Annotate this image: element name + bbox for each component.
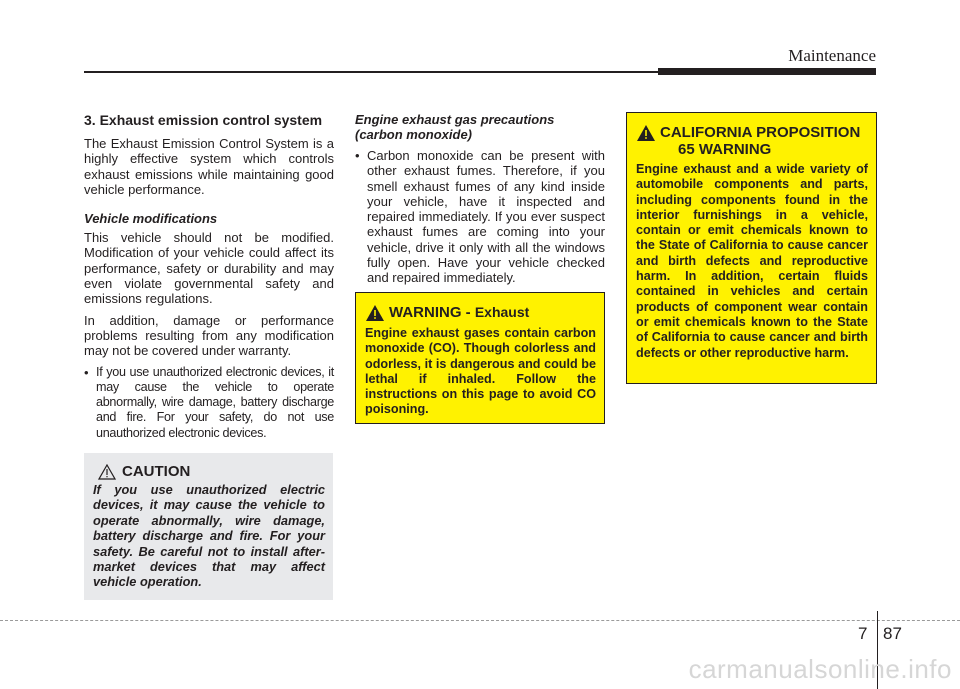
exhaust-precautions-heading: Engine exhaust gas precautions (carbon monoxide) (355, 112, 555, 142)
page-header-title: Maintenance (788, 46, 876, 65)
chapter-number: 7 (858, 624, 868, 643)
prop65-warning-header (636, 124, 868, 158)
column-2 (355, 112, 605, 286)
footer-rule (0, 620, 960, 621)
vehicle-modifications-heading: Vehicle modifications (84, 211, 218, 227)
caution-text: If you use unauthorized electric devices, it may cause the vehicle to operate abnormally, wire damage, battery discharge and fire. For your safety. Be careful not to install after-market devices that may affect vehicle operation. (93, 482, 325, 590)
carbon-monoxide-bullet: • Carbon monoxide can be present with other exhaust fumes. Therefore, if you smell exhaust fumes of any kind inside your vehicle, have it inspected and repaired immediately. If you ever suspect exhaust fumes are coming into your vehicle, drive it only with all the windows fully open. Have your vehicle checked and repaired immediately. (355, 148, 605, 286)
modification-paragraph: This vehicle should not be modified. Modification of your vehicle could affect its performance, safety or durability and may even violate governmental safety and emissions regulations. (84, 230, 334, 307)
prop65-warning-title: CALIFORNIA PROPOSITION 65 WARNING (660, 124, 861, 158)
electronic-devices-bullet: • If you use unauthorized electronic devices, it may cause the vehicle to operate abnormally, wire damage, battery discharge and fire. For your safety, do not use unauthorized electronic devices. (84, 364, 334, 440)
exhaust-warning-header (365, 304, 596, 322)
header-bar (658, 68, 876, 75)
column-1 (84, 112, 334, 441)
exhaust-warning-text: Engine exhaust gases contain carbon monoxide (CO). Though colorless and odorless, it is dangerous and could be lethal if inhaled. Follow the instructions on this page to avoid CO poisoning. (365, 326, 596, 417)
watermark: carmanualsonline.info (688, 654, 952, 684)
exhaust-warning-box (355, 292, 605, 424)
warning-triangle-icon (365, 304, 385, 322)
caution-header (98, 463, 325, 480)
intro-paragraph: The Exhaust Emission Control System is a highly effective system which controls exhaust emissions while maintaining good vehicle performance. (84, 136, 334, 197)
page-number: 87 (883, 624, 902, 643)
bullet-icon: • (84, 364, 89, 380)
section-title: 3. Exhaust emission control system (84, 112, 323, 128)
caution-box (84, 453, 333, 600)
warning-triangle-icon (636, 124, 656, 142)
warranty-paragraph: In addition, damage or performance problems resulting from any modification may not be covered under warranty. (84, 312, 334, 359)
prop65-warning-box (626, 112, 877, 384)
exhaust-warning-subtitle: Exhaust (474, 304, 530, 320)
prop65-warning-text: Engine exhaust and a wide variety of automobile components and parts, including components found in the interior furnishings in a vehicle, contain or emit chemicals known to the State of California to cause cancer and birth defects and reproductive harm. In addition, certain fluids contained in vehicles and certain products of component wear contain or emit chemicals known to the State of California to cause cancer and birth defects or other reproductive harm. (636, 162, 868, 360)
caution-title: CAUTION (122, 463, 191, 480)
exhaust-warning-title: WARNING - (389, 304, 475, 321)
bullet-icon: • (355, 148, 360, 163)
header-rule (84, 71, 658, 73)
caution-triangle-icon (98, 464, 116, 480)
